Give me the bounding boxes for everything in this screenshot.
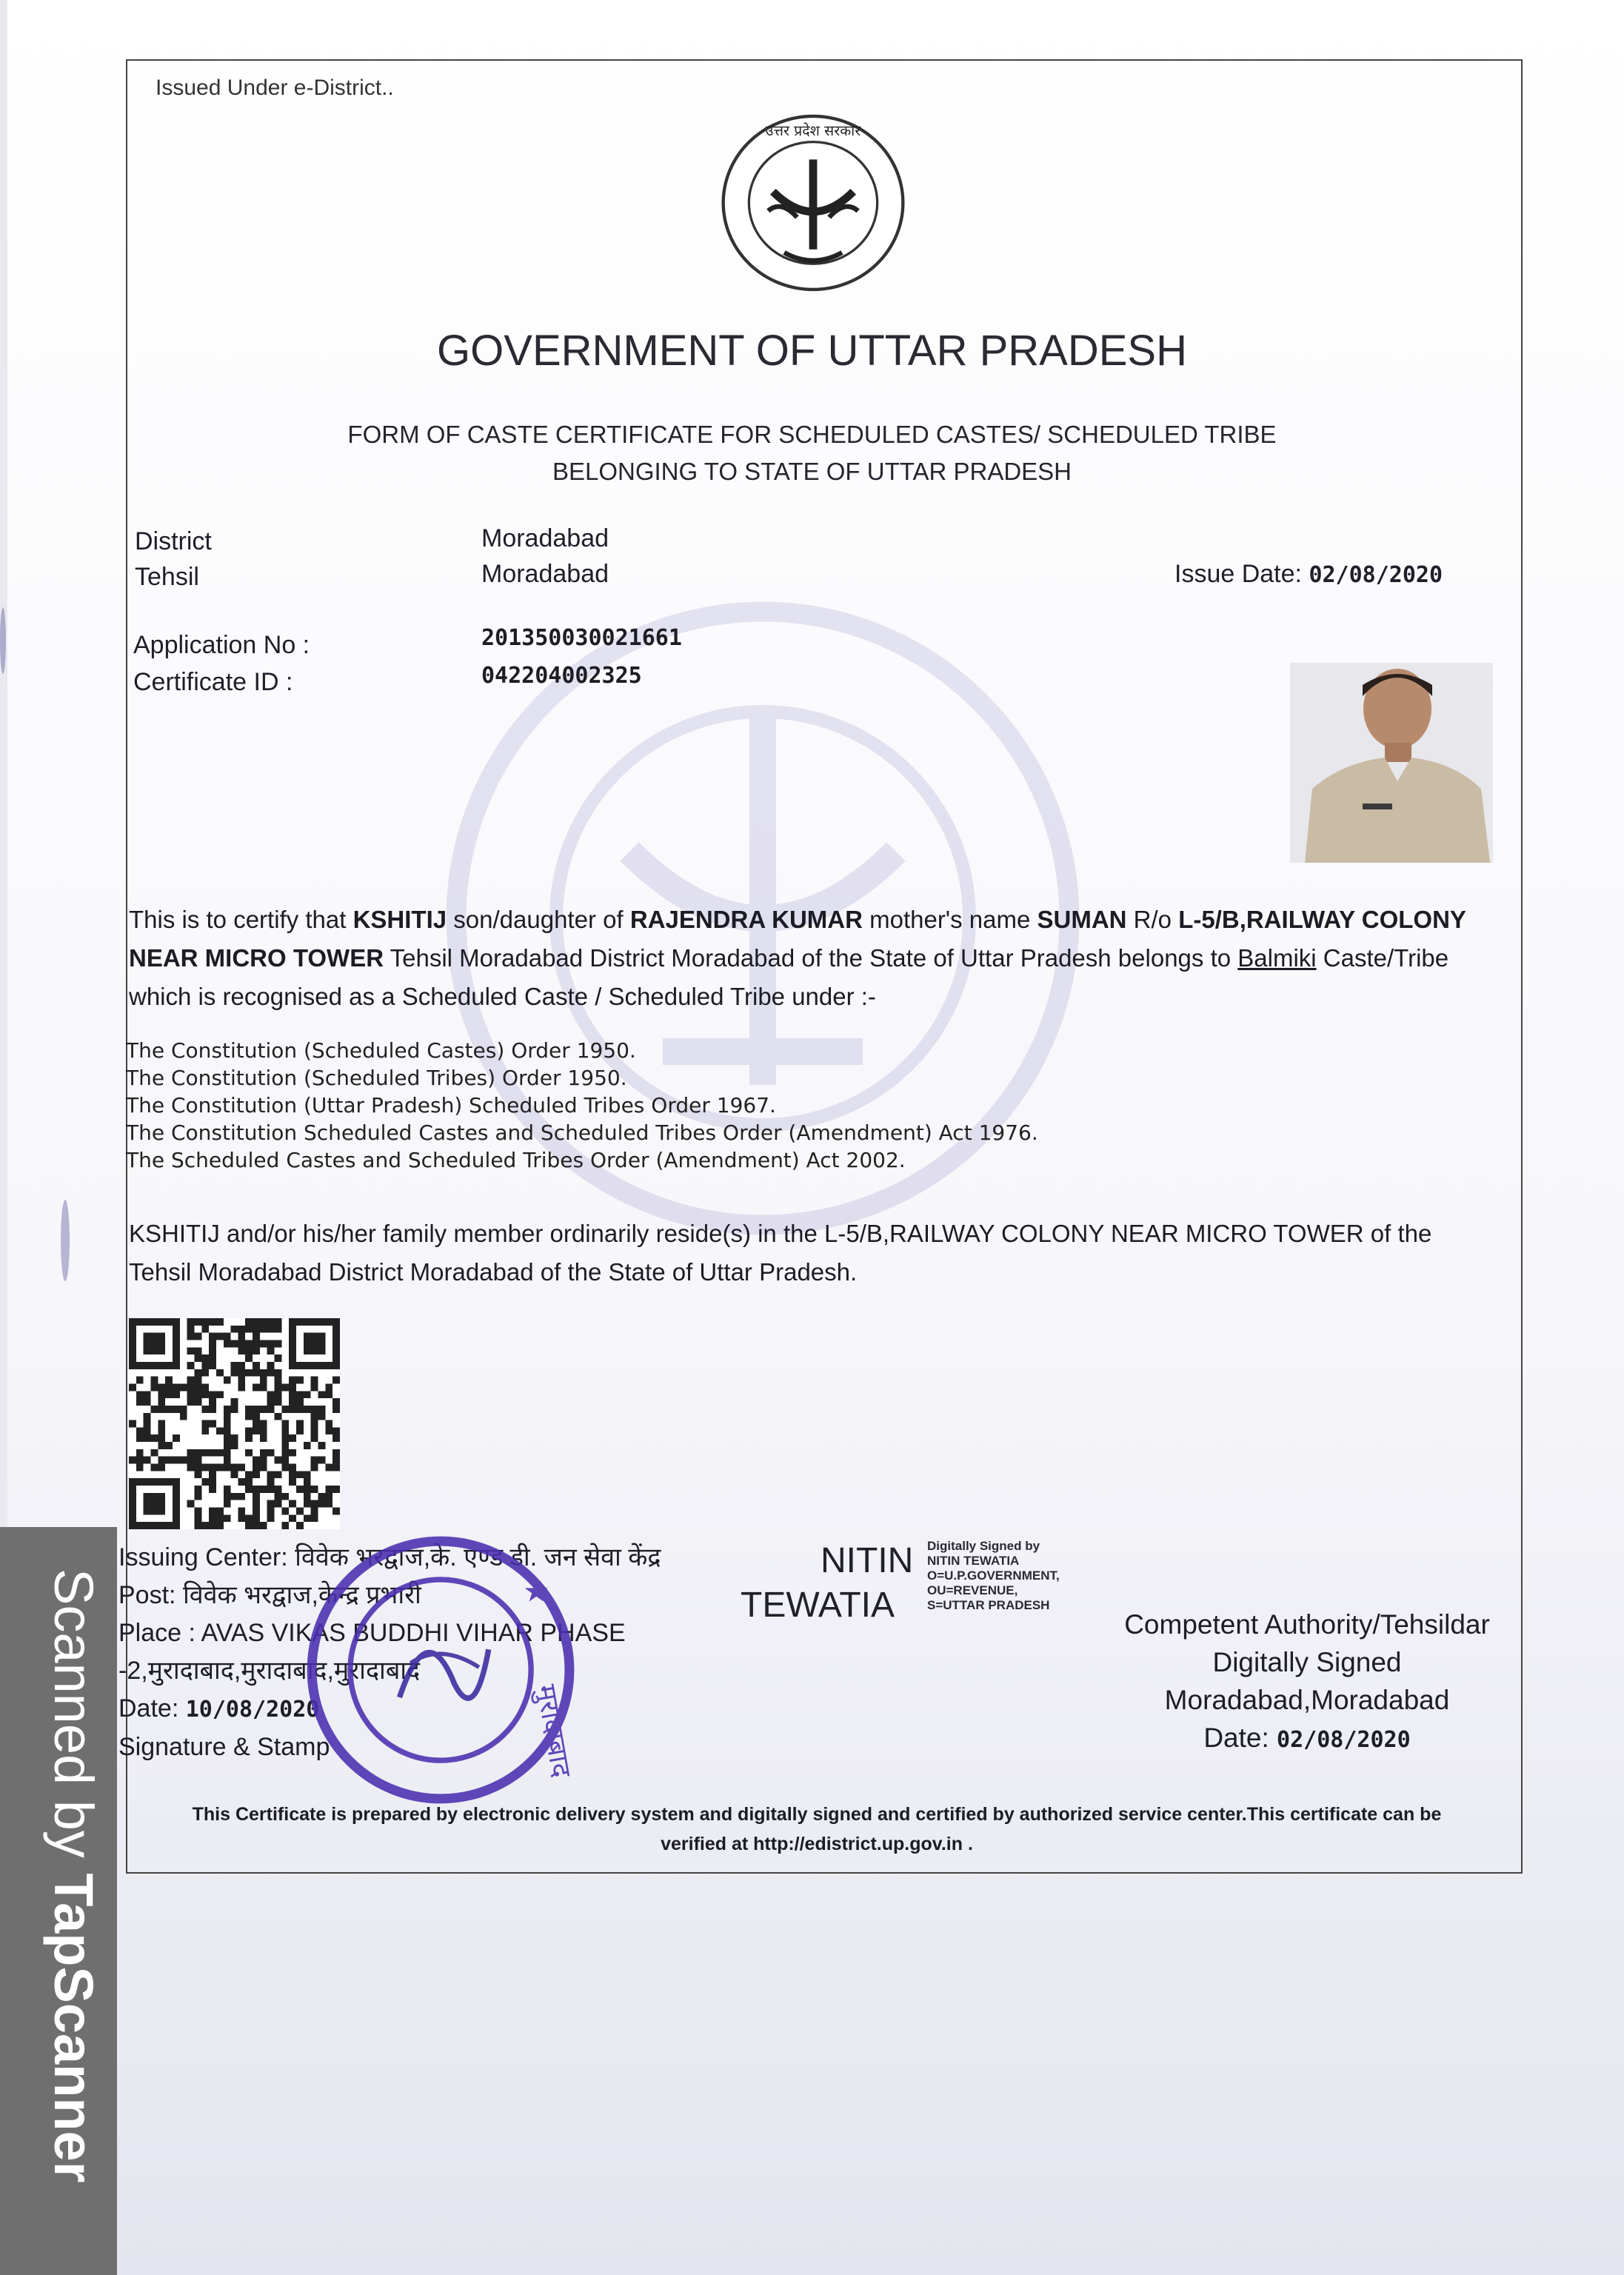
- certify-text-3: mother's name: [862, 906, 1037, 933]
- applicant-name: KSHITIJ: [352, 906, 447, 933]
- digital-signature-line: O=U.P.GOVERNMENT,: [927, 1569, 1060, 1583]
- certificate-id-value: 042204002325: [481, 663, 642, 689]
- authority-date-line: [1103, 1719, 1511, 1759]
- issue-date-value: 02/08/2020: [1309, 562, 1443, 588]
- certify-text-2: son/daughter of: [447, 906, 630, 933]
- footer-line-2: verified at http://edistrict.up.gov.in .: [661, 1834, 973, 1854]
- issue-date: [1174, 560, 1443, 589]
- signature-stamp-label: Signature & Stamp: [118, 1733, 330, 1761]
- authority-title: Competent Authority/Tehsildar: [1124, 1609, 1490, 1640]
- issuing-date-value: 10/08/2020: [185, 1697, 320, 1723]
- issue-date-label: Issue Date:: [1174, 560, 1302, 588]
- footer-line-1: This Certificate is prepared by electronic delivery system and digitally signed and certified by authorized service center.This certificate can be: [192, 1804, 1442, 1825]
- footer-note: [118, 1800, 1515, 1859]
- applicant-address: L-5/B,RAILWAY COLONY NEAR MICRO TOWER: [129, 906, 1466, 972]
- application-no-label: Application No :: [133, 631, 310, 659]
- form-title-line2: BELONGING TO STATE OF UTTAR PRADESH: [552, 458, 1072, 485]
- tehsil-label: Tehsil: [135, 563, 199, 591]
- stamp-text: मुरादाबाद: [529, 1682, 578, 1780]
- verification-qr-code[interactable]: [129, 1318, 340, 1529]
- certificate-id-label: Certificate ID :: [133, 668, 293, 696]
- tehsil-value: Moradabad: [481, 560, 609, 588]
- digital-signature-line: NITIN TEWATIA: [927, 1554, 1020, 1568]
- order-item: The Constitution (Scheduled Castes) Order 1950.: [126, 1038, 636, 1063]
- issuing-center-value: विवेक भरद्वाज,के. एण्ड डी. जन सेवा केंद्र: [295, 1543, 661, 1571]
- scanner-brand: TapScanner: [43, 1873, 104, 2183]
- scanner-prefix: Scanned by: [43, 1569, 104, 1874]
- signer-first-name: NITIN: [821, 1541, 914, 1580]
- digital-signature-line: Digitally Signed by: [927, 1539, 1040, 1553]
- digital-signature-details: [927, 1539, 1060, 1613]
- district-label: District: [135, 527, 212, 555]
- order-item: The Constitution (Scheduled Tribes) Order 1950.: [126, 1066, 627, 1090]
- authority-date-label: Date:: [1203, 1723, 1277, 1753]
- mother-name: SUMAN: [1037, 906, 1127, 933]
- place-label: Place :: [118, 1619, 201, 1647]
- issuing-center-label: Issuing Center:: [118, 1543, 295, 1571]
- caste-name: Balmiki: [1237, 944, 1317, 972]
- scan-mark: [61, 1200, 70, 1281]
- competent-authority-block: [1103, 1606, 1511, 1759]
- scanner-watermark-text: [24, 1569, 105, 2235]
- post-value: विवेक भरद्वाज,केन्द्र प्रभारी: [182, 1581, 421, 1609]
- issued-under-label: Issued Under e-District..: [156, 76, 394, 100]
- authority-location: Moradabad,Moradabad: [1164, 1685, 1450, 1715]
- issuing-date-label: Date:: [118, 1694, 186, 1723]
- svg-text:★: ★: [523, 1573, 550, 1609]
- constitution-orders-list: [126, 1037, 1038, 1174]
- form-title-line1: FORM OF CASTE CERTIFICATE FOR SCHEDULED CASTES/ SCHEDULED TRIBE: [347, 421, 1277, 448]
- up-government-emblem-icon: [717, 111, 909, 296]
- father-name: RAJENDRA KUMAR: [629, 906, 863, 933]
- applicant-photo: [1290, 663, 1493, 863]
- certify-text-1: This is to certify that: [129, 906, 353, 933]
- digital-signature-line: OU=REVENUE,: [927, 1583, 1018, 1597]
- residence-paragraph: [129, 1215, 1499, 1292]
- certification-paragraph: [129, 901, 1499, 1016]
- authority-signed: Digitally Signed: [1212, 1647, 1402, 1677]
- official-stamp-icon: [304, 1533, 578, 1807]
- emblem-text: उत्तर प्रदेश सरकार: [765, 121, 861, 139]
- signer-last-name: TEWATIA: [741, 1586, 895, 1625]
- form-title: [0, 416, 1624, 490]
- residence-text-2: of the Tehsil Moradabad District Moradabad of the State of Uttar Pradesh.: [129, 1220, 1432, 1286]
- district-value: Moradabad: [481, 524, 609, 552]
- digital-signature-line: S=UTTAR PRADESH: [927, 1598, 1050, 1612]
- certify-text-5: Tehsil Moradabad District Moradabad of the State of Uttar Pradesh belongs to: [384, 944, 1238, 972]
- scan-mark: [0, 607, 6, 674]
- residence-address: L-5/B,RAILWAY COLONY NEAR MICRO TOWER: [824, 1220, 1364, 1247]
- authority-date-value: 02/08/2020: [1277, 1727, 1411, 1753]
- place-value: AVAS VIKAS BUDDHI VIHAR PHASE: [201, 1619, 626, 1647]
- government-title: GOVERNMENT OF UTTAR PRADESH: [437, 327, 1187, 375]
- certify-text-6: Caste/Tribe which is recognised as a Scheduled Caste / Scheduled Tribe under :-: [129, 944, 1449, 1010]
- application-no-value: 201350030021661: [481, 625, 682, 651]
- post-label: Post:: [118, 1581, 183, 1609]
- residence-text-1: and/or his/her family member ordinarily reside(s) in the: [219, 1220, 824, 1247]
- place-line-2: -2,मुरादाबाद,मुरादाबाद,मुरादाबाद: [118, 1657, 421, 1685]
- order-item: The Scheduled Castes and Scheduled Tribes Order (Amendment) Act 2002.: [126, 1148, 906, 1172]
- order-item: The Constitution (Uttar Pradesh) Scheduled Tribes Order 1967.: [126, 1093, 776, 1118]
- applicant-portrait-icon: [1290, 663, 1493, 863]
- order-item: The Constitution Scheduled Castes and Scheduled Tribes Order (Amendment) Act 1976.: [126, 1120, 1038, 1145]
- certify-text-4: R/o: [1126, 906, 1179, 933]
- residence-name: KSHITIJ: [129, 1220, 220, 1247]
